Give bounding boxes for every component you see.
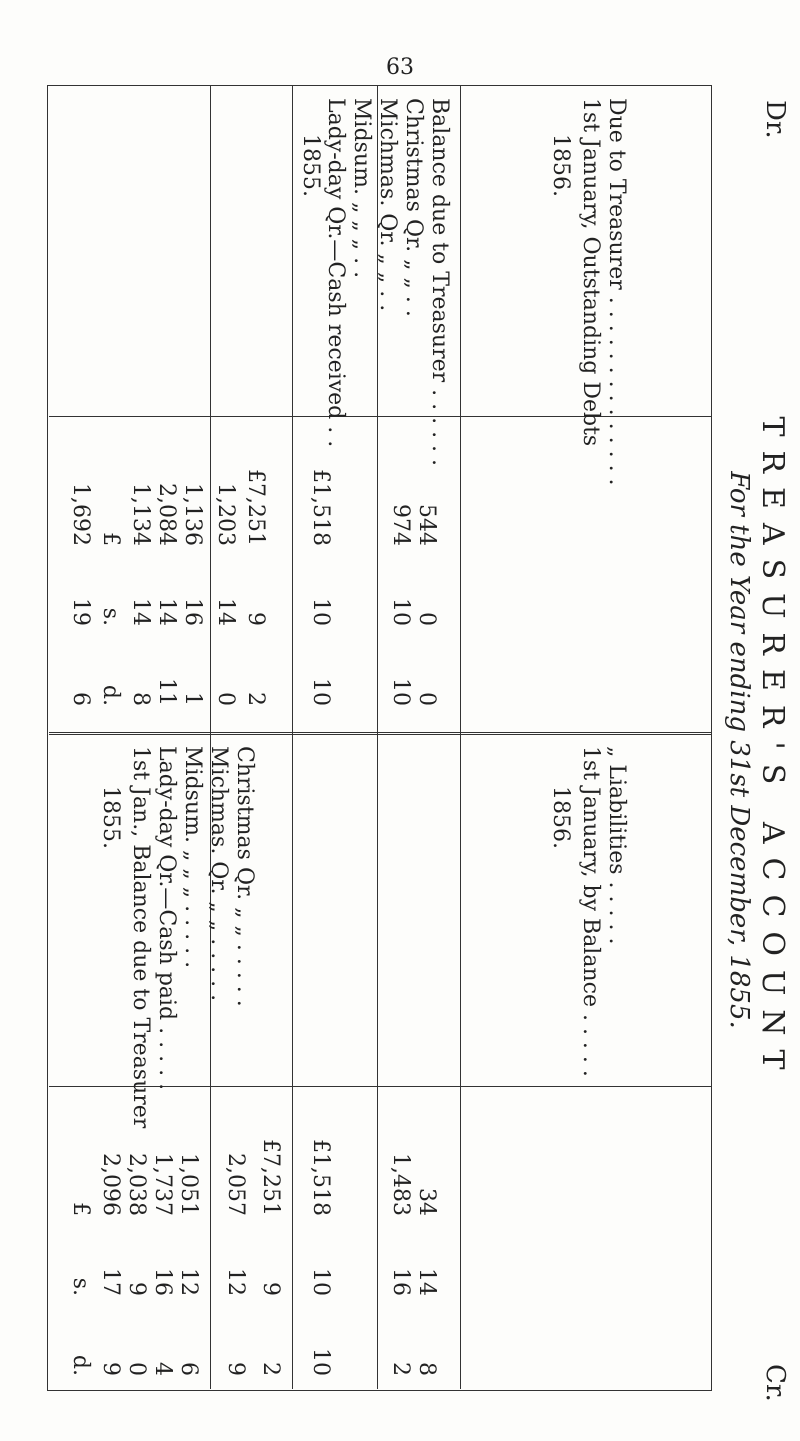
debit-total-pence: 2 bbox=[243, 692, 268, 706]
debit-row-label: Balance due to Treasurer . . . . . . bbox=[427, 98, 452, 467]
debit-pounds: 2,084 bbox=[154, 483, 179, 546]
credit-pence: 0 bbox=[124, 1362, 149, 1376]
credit-shillings: 12 bbox=[223, 1268, 248, 1296]
debit-shillings: 0 bbox=[414, 612, 439, 626]
credit-row-label: 1st January, by Balance . . . . . bbox=[578, 746, 603, 1077]
debit-shillings: 14 bbox=[128, 598, 153, 626]
credit-total-pounds: £1,518 bbox=[308, 1139, 333, 1216]
debit-row-label: Lady-day Qr.—Cash received . . bbox=[323, 98, 348, 448]
debit-pence: 0 bbox=[414, 692, 439, 706]
debit-pounds: 1,134 bbox=[128, 483, 153, 546]
credit-pounds: 1,051 bbox=[176, 1153, 201, 1216]
debit-total-pounds: £1,518 bbox=[308, 469, 333, 546]
credit-pounds: 34 bbox=[414, 1188, 439, 1216]
credit-pounds: 2,057 bbox=[223, 1153, 248, 1216]
debit-row-label: 1st January, Outstanding Debts bbox=[578, 98, 603, 447]
credit-section2-year: 1856. bbox=[548, 786, 573, 849]
credit-shillings: 17 bbox=[98, 1268, 123, 1296]
debit-total-shillings: 9 bbox=[243, 612, 268, 626]
credit-total-shillings: 9 bbox=[258, 1282, 283, 1296]
credit-shillings: 9 bbox=[124, 1282, 149, 1296]
credit-total-shillings: 10 bbox=[308, 1268, 333, 1296]
debit-shillings: 10 bbox=[388, 598, 413, 626]
credit-total-pence: 2 bbox=[258, 1362, 283, 1376]
debit-pence: 10 bbox=[388, 678, 413, 706]
debit-section1-year: 1855. bbox=[298, 134, 323, 197]
debit-pence: 8 bbox=[128, 692, 153, 706]
credit-row-label: Christmas Qr. „ „ . . . . . bbox=[232, 746, 257, 1007]
credit-pence: 9 bbox=[223, 1362, 248, 1376]
credit-pence-header: d. bbox=[68, 1354, 93, 1376]
debit-shillings-header: s. bbox=[98, 607, 123, 626]
debit-pounds: 1,203 bbox=[213, 483, 238, 546]
debit-section2-year: 1856. bbox=[548, 134, 573, 197]
debit-shillings: 19 bbox=[68, 598, 93, 626]
credit-shillings: 16 bbox=[150, 1268, 175, 1296]
credit-total-pounds: £7,251 bbox=[258, 1139, 283, 1216]
credit-pence: 9 bbox=[98, 1362, 123, 1376]
section-rule bbox=[210, 86, 211, 1389]
debit-row-label: Midsum. „ „ „ . . bbox=[349, 98, 374, 279]
credit-row-label: 1st Jan., Balance due to Treasurer bbox=[128, 746, 153, 1129]
section-rule bbox=[460, 86, 461, 1389]
debit-pence: 1 bbox=[180, 692, 205, 706]
credit-pounds-header: £ bbox=[68, 1202, 93, 1216]
debit-shillings: 14 bbox=[154, 598, 179, 626]
account-title: TREASURER'S ACCOUNT bbox=[755, 416, 790, 1084]
credit-pence: 8 bbox=[414, 1362, 439, 1376]
credit-row-label: Midsum. „ „ „ . . . . . bbox=[180, 746, 205, 969]
debit-row-label: Christmas Qr. „ „ . . bbox=[401, 98, 426, 317]
debit-pence: 6 bbox=[68, 692, 93, 706]
credit-row-label: „ Liabilities . . . . . bbox=[604, 746, 629, 945]
credit-shillings-header: s. bbox=[68, 1277, 93, 1296]
credit-pounds: 2,096 bbox=[98, 1153, 123, 1216]
credit-heading: Cr. bbox=[760, 1364, 790, 1402]
credit-shillings: 16 bbox=[388, 1268, 413, 1296]
credit-pence: 6 bbox=[176, 1362, 201, 1376]
credit-pounds: 1,483 bbox=[388, 1153, 413, 1216]
debit-shillings: 16 bbox=[180, 598, 205, 626]
debit-total-shillings: 10 bbox=[308, 598, 333, 626]
credit-row-label: Michmas. Qr. „ „ . . . . . bbox=[206, 746, 231, 1002]
debit-pence: 11 bbox=[154, 678, 179, 706]
debit-heading: Dr. bbox=[760, 100, 790, 139]
debit-total-pence: 10 bbox=[308, 678, 333, 706]
debit-pence-header: d. bbox=[98, 684, 123, 706]
credit-row-label: Lady-day Qr.—Cash paid . . . . . bbox=[154, 746, 179, 1091]
debit-row-label: Due to Treasurer . . . . . . . . . . . . . . bbox=[604, 98, 629, 486]
debit-pounds-header: £ bbox=[98, 532, 123, 546]
debit-pounds: 1,692 bbox=[68, 483, 93, 546]
credit-pounds: 2,038 bbox=[124, 1153, 149, 1216]
debit-pence: 0 bbox=[213, 692, 238, 706]
debit-row-label: Michmas. Qr. „ „ . . bbox=[375, 98, 400, 312]
credit-pounds: 1,737 bbox=[150, 1153, 175, 1216]
debit-pounds: 1,136 bbox=[180, 483, 205, 546]
credit-shillings: 12 bbox=[176, 1268, 201, 1296]
credit-pence: 2 bbox=[388, 1362, 413, 1376]
page-number: 63 bbox=[386, 55, 414, 80]
credit-total-pence: 10 bbox=[308, 1348, 333, 1376]
credit-pence: 4 bbox=[150, 1362, 175, 1376]
debit-total-pounds: £7,251 bbox=[243, 469, 268, 546]
debit-pounds: 974 bbox=[388, 504, 413, 546]
credit-section1-year: 1855. bbox=[98, 786, 123, 849]
credit-shillings: 14 bbox=[414, 1268, 439, 1296]
side-divider-rule bbox=[49, 732, 711, 735]
ledger-table bbox=[47, 85, 712, 1391]
debit-pounds: 544 bbox=[414, 504, 439, 546]
section-rule bbox=[292, 86, 293, 1389]
account-subtitle: For the Year ending 31st December, 1855. bbox=[724, 471, 754, 1029]
debit-shillings: 14 bbox=[213, 598, 238, 626]
